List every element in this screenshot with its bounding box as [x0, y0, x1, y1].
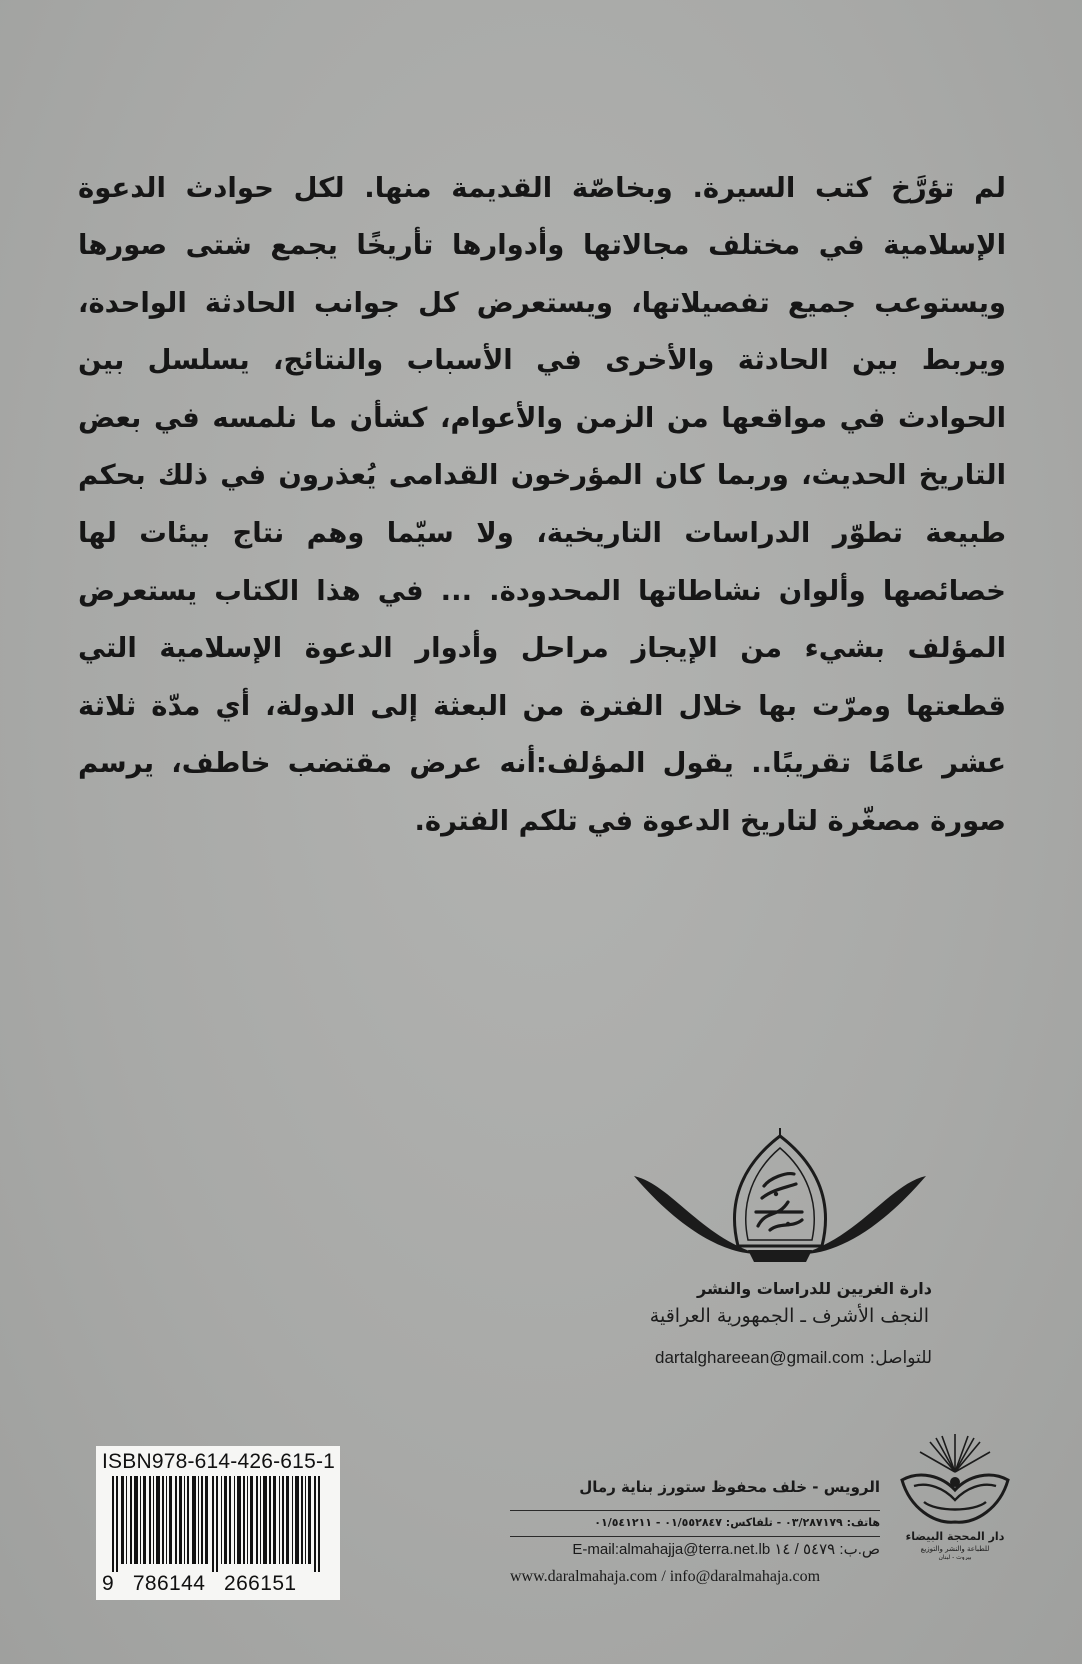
- barcode-icon: [104, 1476, 332, 1572]
- distributor-pobox: ص.ب: ٥٤٧٩ / ١٤: [774, 1541, 880, 1558]
- barcode-digit-prefix: 9: [102, 1572, 115, 1595]
- distributor-website: www.daralmahaja.com / info@daralmahaja.com: [510, 1568, 821, 1585]
- publisher-city: النجف الأشرف ـ الجمهورية العراقية: [649, 1305, 929, 1327]
- distributor-logo-icon: [880, 1420, 1030, 1560]
- barcode-digits: [102, 1572, 336, 1596]
- contact-label: للتواصل:: [869, 1348, 932, 1368]
- blurb-text: لم تؤرَّخ كتب السيرة. وبخاصّة القديمة منها. لكل حوادث الدعوة الإسلامية في مختلف مجالاتها وأدوارها تأريخًا يجمع شتى صورها ويستوعب جميع تفصيلاتها، ويستعرض كل جوانب الحادثة الواحدة، ويربط بين الحادثة والأخرى في الأسباب والنتائج، يسلسل بين الحوادث في مواقعها من الزمن والأعوام، كشأن ما نلمسه في بعض التاريخ الحديث، وربما كان المؤرخون القدامى يُعذرون في ذلك بحكم طبيعة تطوّر الدراسات التاريخية، ولا سيّما وهم نتاج بيئات لها خصائصها وألوان نشاطاتها المحدودة. ... في هذا الكتاب يستعرض المؤلف بشيء من الإيجاز مراحل وأدوار الدعوة الإسلامية التي قطعتها ومرّت بها خلال الفترة من البعثة إلى الدولة، أي مدّة ثلاثة عشر عامًا تقريبًا.. يقول المؤلف:أنه عرض مقتضب خاطف، يرسم صورة مصغّرة لتاريخ الدعوة في تلكم الفترة.: [78, 171, 1006, 838]
- publisher-contact: [512, 1348, 932, 1368]
- distributor-logo-city: بيروت - لبنان: [938, 1554, 972, 1560]
- distributor-address: الرويس - خلف محفوظ ستورز بناية رمال: [579, 1478, 880, 1496]
- divider: [510, 1510, 880, 1511]
- publisher-name: دارة الغريين للدراسات والنشر: [697, 1279, 932, 1298]
- distributor-email-line: [510, 1540, 880, 1558]
- distributor-phones: هاتف: ٠٣/٢٨٧١٧٩ - تلفاكس: ٠١/٥٥٢٨٤٧ - ٠١/٥٤١٢١١: [594, 1516, 880, 1529]
- publisher-logo: [630, 1128, 930, 1278]
- isbn-label: ISBN978-614-426-615-1: [102, 1450, 336, 1473]
- barcode-digit-group-1: 786144: [132, 1572, 206, 1595]
- distributor-logo: [880, 1420, 1030, 1560]
- distributor-logo-subtext: للطباعة والنشر والتوزيع: [920, 1545, 990, 1553]
- isbn-barcode: [96, 1446, 340, 1600]
- distributor-info: [510, 1468, 880, 1598]
- barcode-digit-group-2: 266151: [224, 1572, 297, 1595]
- distributor-email: E-mail:almahajja@terra.net.lb: [572, 1541, 771, 1558]
- divider: [510, 1536, 880, 1537]
- contact-email: dartalghareean@gmail.com: [655, 1348, 865, 1367]
- distributor-logo-name: دار المحجة البيضاء: [905, 1530, 1005, 1543]
- publisher-logo-icon: [630, 1128, 930, 1278]
